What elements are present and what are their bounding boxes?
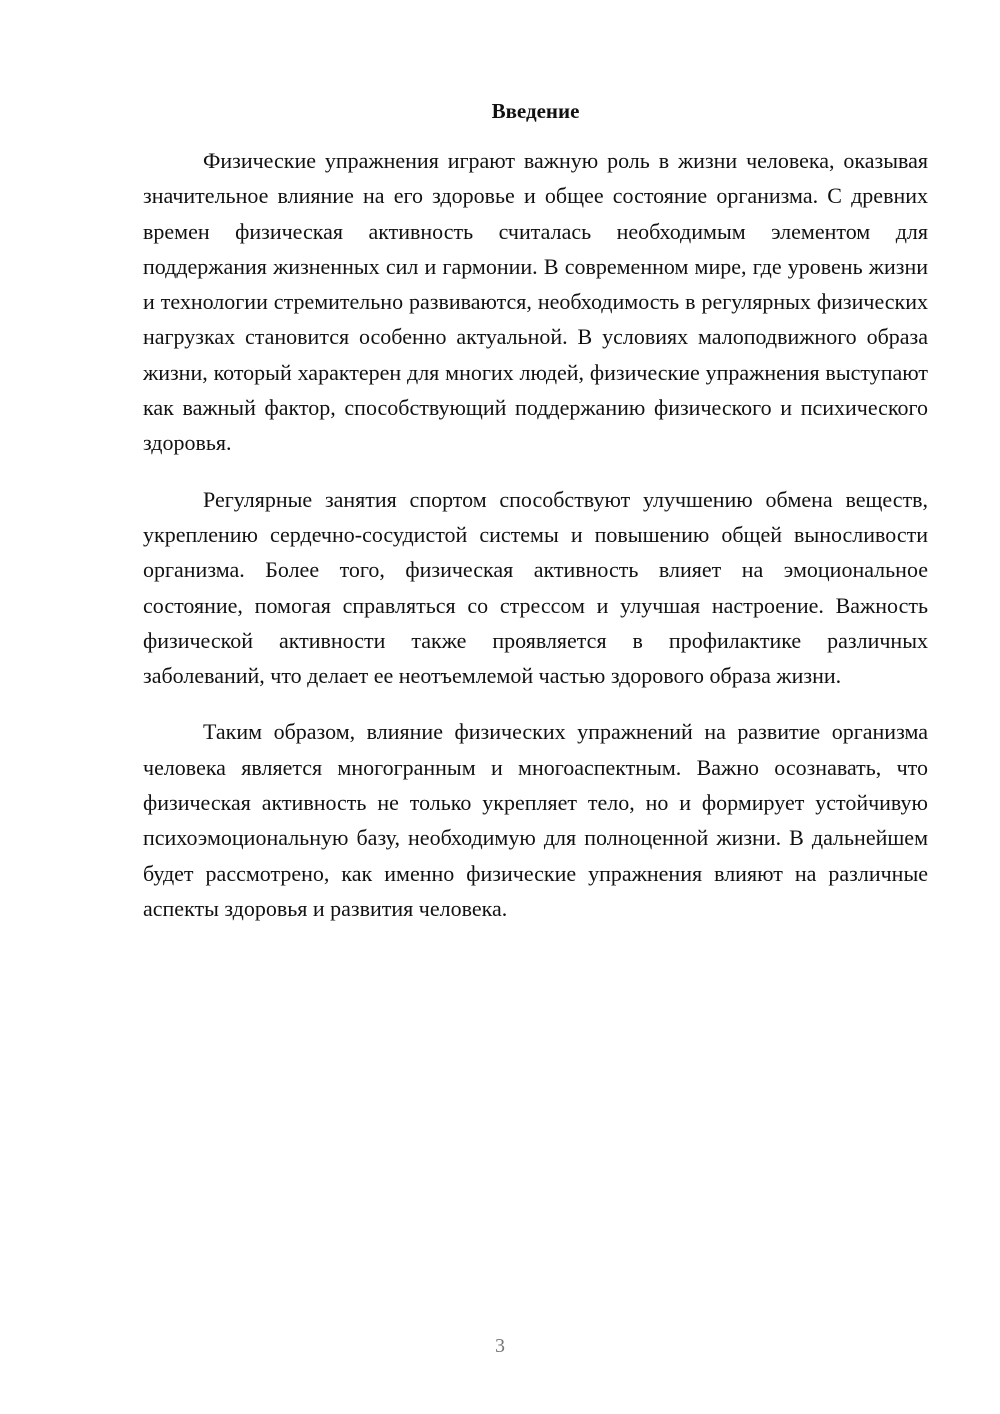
paragraph-1: Физические упражнения играют важную роль в жизни человека, оказывая значительное влияние на его здоровье и общее состояние организма. С древних времен физическая активность считалась необходимым элементом для поддержания жизненных сил и гармонии. В современном мире, где уровень жизни и технологии стремительно развиваются, необходимость в регулярных физических нагрузках становится особенно актуальной. В условиях малоподвижного образа жизни, который характерен для многих людей, физические упражнения выступают как важный фактор, способствующий поддержанию физического и психического здоровья.: [143, 148, 928, 456]
paragraph-3: Таким образом, влияние физических упражнений на развитие организма человека является многогранным и многоаспектным. Важно осознавать, что физическая активность не только укрепляет тело, но и формирует устойчивую психоэмоциональную базу, необходимую для полноценной жизни. В дальнейшем будет рассмотрено, как именно физические упражнения влияют на различные аспекты здоровья и развития человека.: [143, 719, 928, 921]
document-body: [143, 143, 928, 947]
paragraph-2: Регулярные занятия спортом способствуют улучшению обмена веществ, укреплению сердечно-сосудистой системы и повышению общей выносливости организма. Более того, физическая активность влияет на эмоциональное состояние, помогая справляться со стрессом и улучшая настроение. Важность физической активности также проявляется в профилактике различных заболеваний, что делает ее неотъемлемой частью здорового образа жизни.: [143, 486, 928, 689]
section-heading: Введение: [491, 99, 580, 123]
page-number: 3: [495, 1335, 505, 1357]
